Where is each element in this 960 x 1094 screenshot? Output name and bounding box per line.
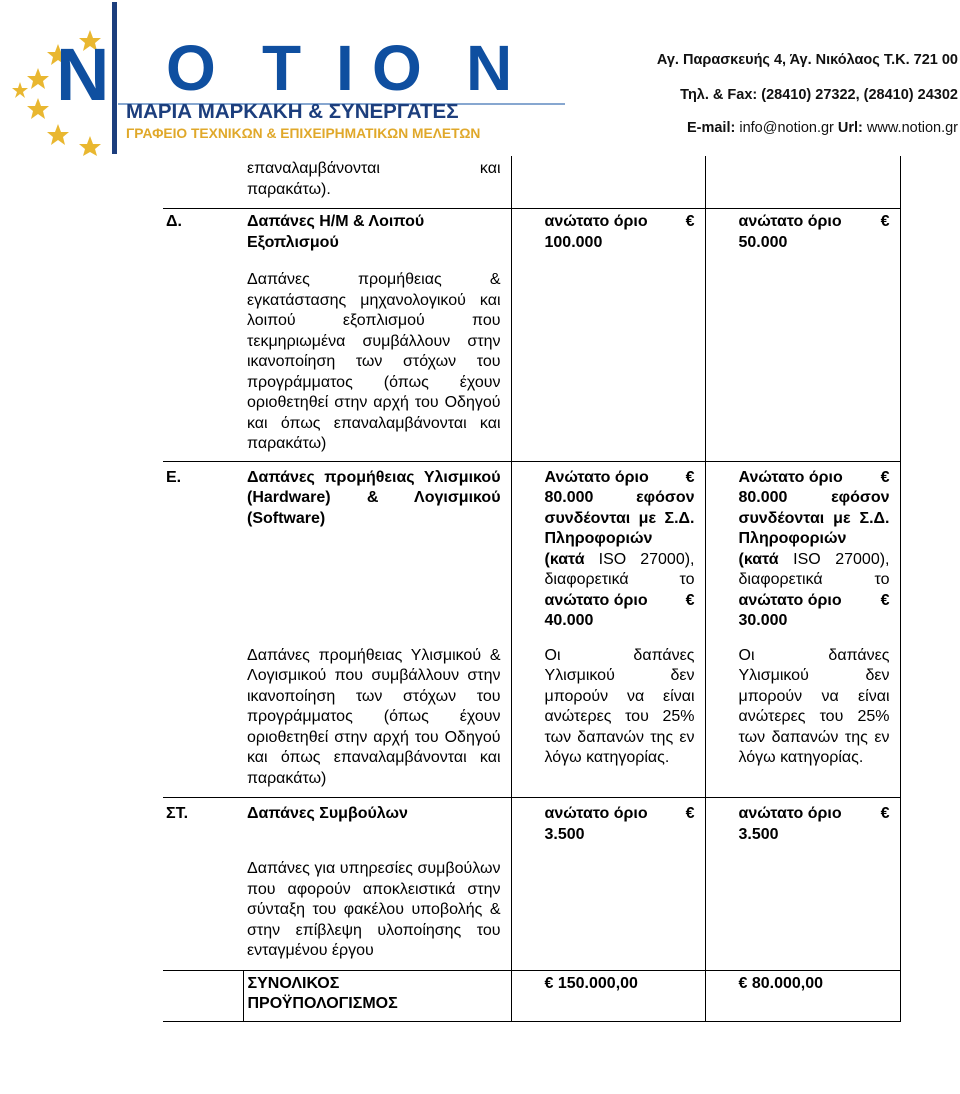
- total-label-1: ΣΥΝΟΛΙΚΟΣ: [247, 974, 340, 992]
- section-st-row: ΣΤ. Δαπάνες Συμβούλων ανώτατο όριο € 3.500 ανώτατο όριο € 3.500: [163, 798, 900, 856]
- euro-icon: €: [880, 805, 890, 822]
- section-st-title: Δαπάνες Συμβούλων: [243, 798, 511, 856]
- section-d-title: Δαπάνες Η/Μ & Λοιπού: [247, 213, 425, 230]
- svg-text:T: T: [262, 32, 302, 104]
- letterhead: [0, 0, 960, 156]
- email-label: E-mail:: [686, 120, 736, 136]
- section-d-v1-amount: 100.000: [544, 233, 603, 251]
- euro-icon: €: [685, 591, 695, 609]
- svg-text:I: I: [336, 32, 354, 104]
- euro-icon: €: [685, 213, 695, 230]
- svg-text:O: O: [166, 32, 216, 104]
- url-label: Url:: [837, 120, 863, 136]
- section-d-v1-label: ανώτατο όριο: [544, 213, 648, 230]
- total-v1: 150.000,00: [557, 974, 638, 992]
- euro-icon: €: [880, 213, 890, 230]
- budget-table: [163, 156, 901, 1022]
- section-d-mark: Δ.: [163, 209, 243, 265]
- section-e-mark: Ε.: [166, 468, 182, 486]
- section-d-v2-label: ανώτατο όριο: [738, 213, 842, 230]
- euro-icon: €: [544, 974, 554, 992]
- euro-icon: €: [880, 468, 890, 486]
- section-e-v2-amount: 30.000: [738, 612, 788, 629]
- svg-text:O: O: [372, 32, 422, 104]
- address: Αγ. Παρασκευής 4, Άγ. Νικόλαος Τ.Κ. 721 00: [656, 52, 958, 68]
- section-e-title: Δαπάνες προμήθειας Υλισμικού (Hardware) & Λογισμικού (Software): [243, 461, 511, 640]
- svg-text:N: N: [466, 32, 513, 104]
- total-v2: 80.000,00: [751, 974, 824, 992]
- section-d-row: Δ. Δαπάνες Η/Μ & Λοιπού Εξοπλισμού ανώτατο όριο € 100.000 ανώτατο όριο € 50.000: [163, 209, 900, 265]
- phone: Τηλ. & Fax: (28410) 27322, (28410) 24302: [680, 87, 958, 103]
- url-link[interactable]: www.notion.gr: [866, 120, 958, 136]
- euro-icon: €: [738, 974, 748, 992]
- euro-icon: €: [880, 591, 890, 609]
- section-d-v2-amount: 50.000: [738, 233, 788, 251]
- section-e-desc-row: [163, 640, 900, 798]
- email-link[interactable]: info@notion.gr: [739, 120, 834, 136]
- section-st-v2-amount: 3.500: [738, 825, 779, 843]
- total-row: [163, 970, 900, 1021]
- logo-subtitle: ΜΑΡΙΑ ΜΑΡΚΑΚΗ & ΣΥΝΕΡΓΑΤΕΣ: [126, 100, 459, 123]
- section-e-description: Δαπάνες προμήθειας Υλισμικού & Λογισμικού που συμβάλλουν στην ικανοποίηση των στόχων του προγράμματος (όπως έχουν οριοθετηθεί στην αρχή του Οδηγού και όπως επαναλαμβάνονται και παρακάτω): [243, 640, 511, 798]
- section-e-v1-amount: 40.000: [544, 612, 594, 629]
- euro-icon: €: [685, 805, 695, 822]
- section-e-note-2: Οι δαπάνες Υλισμικού δεν μπορούν να είναι ανώτερες του 25% των δαπανών της εν λόγω κατηγορίας.: [705, 640, 900, 798]
- section-d-description: Δαπάνες προμήθειας & εγκατάστασης μηχανολογικού και λοιπού εξοπλισμού που τεκμηριωμένα συμβάλλουν στην ικανοποίηση των στόχων του προγράμματος (όπως έχουν οριοθετηθεί στην αρχή του Οδηγού και όπως επαναλαμβάνονται και παρακάτω): [243, 264, 511, 461]
- section-st-desc-row: [163, 855, 900, 970]
- euro-icon: €: [685, 468, 695, 486]
- logo-tagline: ΓΡΑΦΕΙΟ ΤΕΧΝΙΚΩΝ & ΕΠΙΧΕΙΡΗΜΑΤΙΚΩΝ ΜΕΛΕΤΩΝ: [126, 126, 481, 141]
- total-label-2: ΠΡΟΫΠΟΛΟΓΙΣΜΟΣ: [247, 995, 398, 1012]
- svg-text:N: N: [56, 33, 110, 116]
- section-st-mark: ΣΤ.: [166, 805, 189, 822]
- section-st-description: Δαπάνες για υπηρεσίες συμβούλων που αφορούν αποκλειστικά στην σύνταξη του φακέλου υποβολής & στην επίβλεψη υλοποίησης του ενταγμένου έργου: [243, 855, 511, 970]
- continuation-line2: παρακάτω).: [247, 180, 331, 198]
- section-e-row: Ε. Δαπάνες προμήθειας Υλισμικού (Hardware) & Λογισμικού (Software) Ανώτατο όριο € 80.000 εφόσον συνδέονται με Σ.Δ. Πληροφοριών (κατά ISO 27000), διαφορετικά το ανώτατο όριο € 40.000 Ανώτατο όριο € 80.000 εφόσον συνδέονται με Σ.Δ. Πληροφοριών (κατά ISO 27000), διαφορετικά το ανώτατο όριο € 30.000: [163, 461, 900, 640]
- continuation-line: επαναλαμβάνονται και: [247, 160, 501, 177]
- table-row: [163, 156, 900, 209]
- contact-web: [687, 120, 958, 136]
- section-d-desc-row: [163, 264, 900, 461]
- section-e-note-1: Οι δαπάνες Υλισμικού δεν μπορούν να είναι ανώτερες του 25% των δαπανών της εν λόγω κατηγορίας.: [511, 640, 705, 798]
- section-st-v1-amount: 3.500: [544, 825, 585, 843]
